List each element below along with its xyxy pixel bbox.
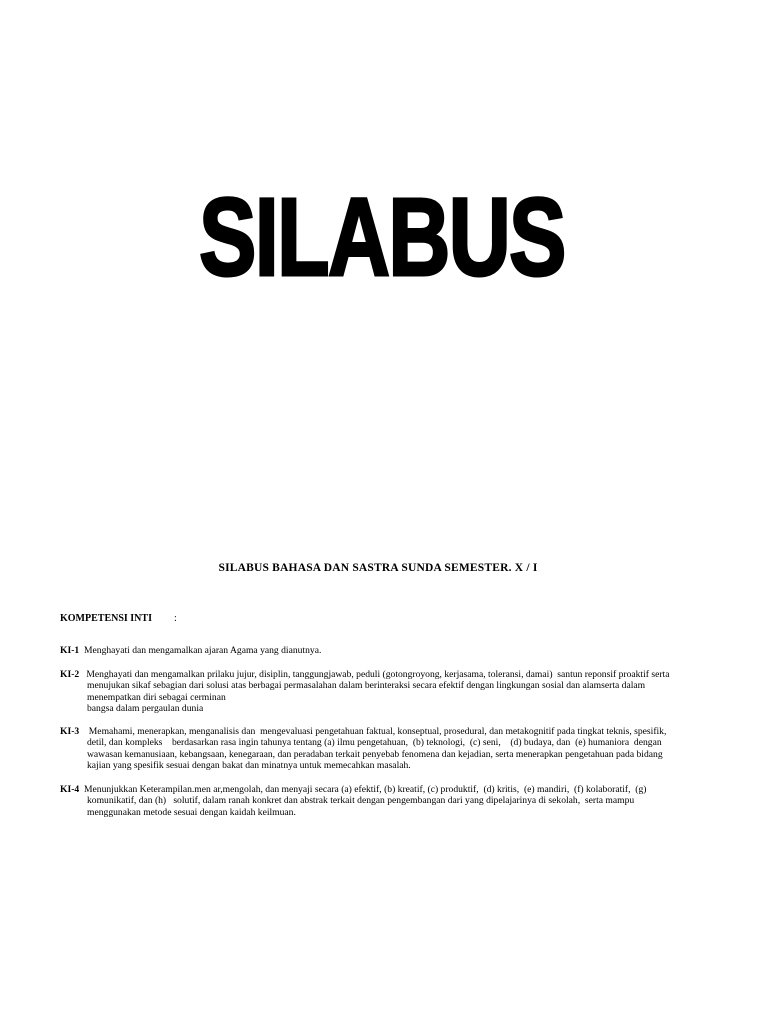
ki-text: Memahami, menerapkan, menganalisis dan mengevaluasi pengetahuan faktual, konseptual, prosedural, dan metakognitif pada tingkat teknis, spesifik, <box>79 726 667 737</box>
ki-text-line: kajian yang spesifik sesuai dengan bakat dan minatnya untuk memecahkan masalah. <box>87 760 411 772</box>
kompetensi-inti-colon: : <box>173 613 177 624</box>
kompetensi-inti-label: KOMPETENSI INTI <box>60 613 152 624</box>
ki-text-line: bangsa dalam pergaulan dunia <box>87 703 204 715</box>
ki-label: KI-1 <box>60 645 80 656</box>
document-big-title: SILABUS <box>199 176 565 299</box>
ki-4-paragraph <box>60 784 700 818</box>
ki-label: KI-3 <box>60 726 80 737</box>
ki-text-line: detil, dan kompleks berdasarkan rasa ingin tahunya tentang (a) ilmu pengetahuan, (b) teknologi, (c) seni, (d) budaya, dan (e) humaniora dengan <box>87 737 662 749</box>
ki-text-line: wawasan kemanusiaan, kebangsaan, kenegaraan, dan peradaban terkait penyebab fenomena dan kejadian, serta menerapkan pengetahuan pada bidang <box>87 748 663 760</box>
ki-text-line: menggunakan metode sesuai dengan kaidah keilmuan. <box>87 806 296 818</box>
ki-text: Menunjukkan Keterampilan.men ar,mengolah, dan menyaji secara (a) efektif, (b) kreatif, (c) produktif, (d) kritis, (e) mandiri, (f) kolaboratif, (g) <box>79 784 647 795</box>
ki-1-paragraph <box>60 645 700 656</box>
ki-text-line: menempatkan diri sebagai cerminan <box>87 691 226 703</box>
ki-text-line: menujukan sikaf sebagian dari solusi atas berbagai permasalahan dalam berinteraksi secara efektif dengan lingkungan sosial dan alamserta dalam <box>87 680 646 692</box>
ki-text: Menghayati dan mengamalkan ajaran Agama yang dianutnya. <box>79 645 322 656</box>
kompetensi-inti-heading <box>60 613 177 624</box>
ki-text: Menghayati dan mengamalkan prilaku jujur, disiplin, tanggungjawab, peduli (gotongroyong, kerjasama, toleransi, damai) santun reponsif proaktif serta <box>79 669 670 680</box>
ki-label: KI-2 <box>60 669 80 680</box>
ki-label: KI-4 <box>60 784 80 795</box>
document-subtitle: SILABUS BAHASA DAN SASTRA SUNDA SEMESTER. X / I <box>218 562 538 574</box>
ki-3-paragraph <box>60 726 700 772</box>
ki-2-paragraph <box>60 669 700 715</box>
ki-text-line: komunikatif, dan (h) solutif, dalam ranah konkret dan abstrak terkait dengan pengembangan dari yang dipelajarinya di sekolah, serta mampu <box>87 795 635 807</box>
